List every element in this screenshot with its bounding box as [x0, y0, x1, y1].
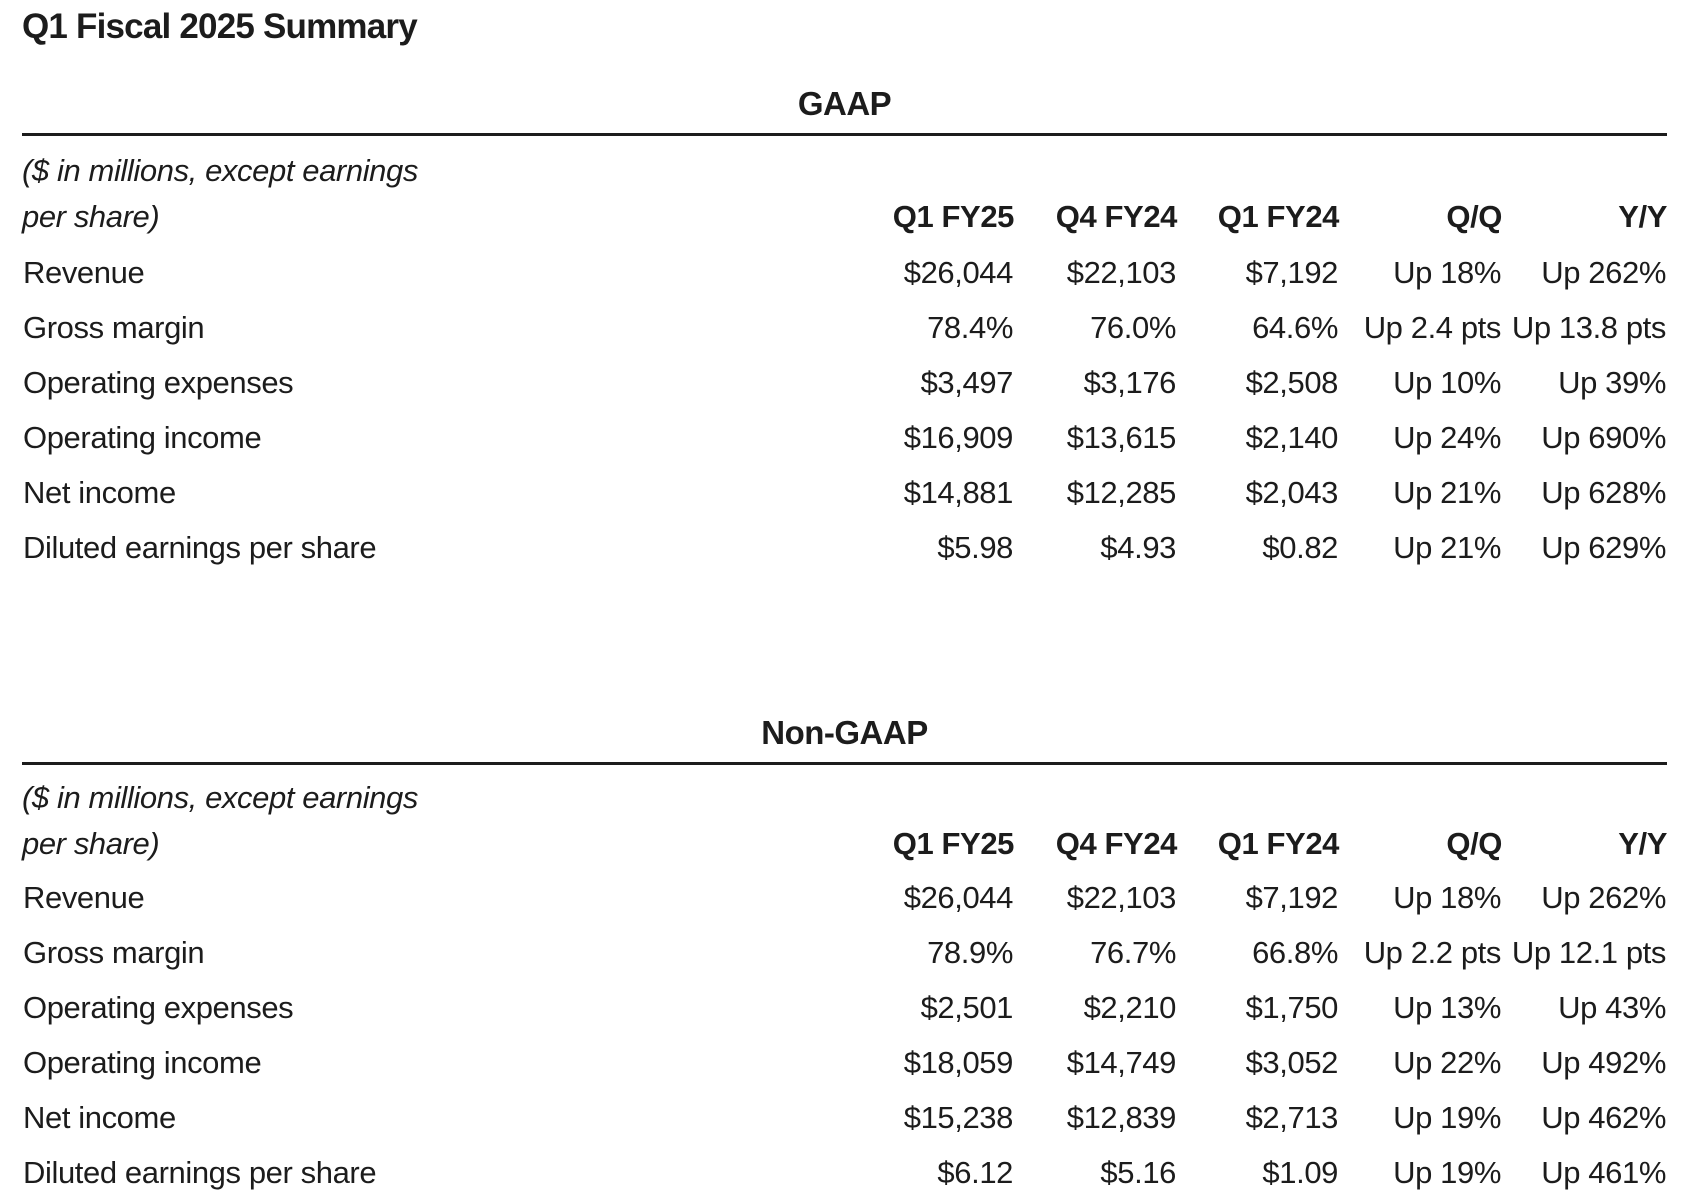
metric-label: Revenue: [23, 879, 145, 915]
metric-value: $5.98: [937, 529, 1013, 565]
metric-value: $4.93: [1100, 529, 1176, 565]
metric-value: $13,615: [1066, 419, 1176, 455]
metric-value: Up 262%: [1541, 879, 1666, 915]
table-row-operating-expenses: [22, 355, 1667, 410]
column-header-q1-fy24: Q1 FY24: [1217, 826, 1339, 861]
metric-value: $7,192: [1245, 254, 1338, 290]
metric-value: $2,713: [1245, 1099, 1338, 1135]
metric-value: Up 12.1 pts: [1511, 934, 1666, 970]
metric-value: $0.82: [1262, 529, 1338, 565]
column-header-q4-fy24: Q4 FY24: [1055, 826, 1177, 861]
non-gaap-table: [22, 765, 1667, 1200]
table-row-operating-expenses: [22, 980, 1667, 1035]
metric-value: 78.4%: [927, 309, 1013, 345]
metric-value: 66.8%: [1252, 934, 1338, 970]
metric-value: Up 21%: [1393, 529, 1501, 565]
metric-value: $2,501: [920, 989, 1013, 1025]
metric-value: Up 461%: [1541, 1154, 1666, 1190]
metric-value: $1,750: [1245, 989, 1338, 1025]
column-header-q1-fy24: Q1 FY24: [1217, 199, 1339, 234]
metric-value: Up 690%: [1541, 419, 1666, 455]
metric-value: Up 492%: [1541, 1044, 1666, 1080]
gaap-section: [22, 86, 1667, 575]
metric-value: $22,103: [1066, 254, 1176, 290]
metric-value: $12,839: [1066, 1099, 1176, 1135]
metric-value: $14,881: [903, 474, 1013, 510]
table-row-diluted-eps: [22, 520, 1667, 575]
metric-value: Up 18%: [1393, 254, 1501, 290]
metric-label: Net income: [23, 1099, 176, 1135]
metric-label: Operating expenses: [23, 364, 294, 400]
metric-label: Operating income: [23, 1044, 262, 1080]
metric-value: Up 629%: [1541, 529, 1666, 565]
metric-value: 64.6%: [1252, 309, 1338, 345]
gaap-header-row: [22, 136, 1667, 240]
metric-value: $26,044: [903, 879, 1013, 915]
non-gaap-section: [22, 715, 1667, 1200]
metric-label: Diluted earnings per share: [23, 529, 377, 565]
metric-value: $1.09: [1262, 1154, 1338, 1190]
metric-value: Up 22%: [1393, 1044, 1501, 1080]
metric-value: Up 462%: [1541, 1099, 1666, 1135]
metric-value: $22,103: [1066, 879, 1176, 915]
metric-value: $26,044: [903, 254, 1013, 290]
non-gaap-units-note: [22, 765, 851, 867]
metric-label: Operating income: [23, 419, 262, 455]
gaap-table: [22, 136, 1667, 575]
metric-label: Revenue: [23, 254, 145, 290]
metric-value: Up 19%: [1393, 1099, 1501, 1135]
metric-value: Up 19%: [1393, 1154, 1501, 1190]
metric-value: Up 10%: [1393, 364, 1501, 400]
metric-value: $3,176: [1083, 364, 1176, 400]
metric-value: $15,238: [903, 1099, 1013, 1135]
metric-value: $18,059: [903, 1044, 1013, 1080]
table-row-operating-income: [22, 410, 1667, 465]
metric-value: Up 13%: [1393, 989, 1501, 1025]
metric-value: $2,043: [1245, 474, 1338, 510]
table-row-net-income: [22, 465, 1667, 520]
column-header-q1-fy25: Q1 FY25: [892, 826, 1014, 861]
non-gaap-header-row: [22, 765, 1667, 867]
metric-value: Up 21%: [1393, 474, 1501, 510]
units-note-line2: per share): [22, 199, 160, 234]
non-gaap-section-title: Non-GAAP: [22, 715, 1667, 765]
table-row-diluted-eps: [22, 1145, 1667, 1200]
metric-value: Up 43%: [1558, 989, 1666, 1025]
metric-value: $2,508: [1245, 364, 1338, 400]
metric-value: $3,052: [1245, 1044, 1338, 1080]
metric-value: Up 2.4 pts: [1363, 309, 1501, 345]
metric-value: $12,285: [1066, 474, 1176, 510]
metric-label: Operating expenses: [23, 989, 294, 1025]
table-row-gross-margin: [22, 300, 1667, 355]
metric-value: 76.7%: [1090, 934, 1176, 970]
metric-value: $16,909: [903, 419, 1013, 455]
table-row-net-income: [22, 1090, 1667, 1145]
metric-value: $5.16: [1100, 1154, 1176, 1190]
metric-value: Up 18%: [1393, 879, 1501, 915]
metric-value: Up 2.2 pts: [1363, 934, 1501, 970]
table-row-revenue: [22, 240, 1667, 300]
metric-value: 76.0%: [1090, 309, 1176, 345]
metric-value: Up 39%: [1558, 364, 1666, 400]
column-header-q1-fy25: Q1 FY25: [892, 199, 1014, 234]
units-note-line1: ($ in millions, except earnings: [22, 153, 418, 188]
metric-value: Up 262%: [1541, 254, 1666, 290]
table-row-operating-income: [22, 1035, 1667, 1090]
column-header-yy: Y/Y: [1618, 826, 1667, 861]
table-row-revenue: [22, 867, 1667, 925]
column-header-qq: Q/Q: [1446, 199, 1502, 234]
metric-value: Up 628%: [1541, 474, 1666, 510]
metric-value: $2,140: [1245, 419, 1338, 455]
table-row-gross-margin: [22, 925, 1667, 980]
metric-value: 78.9%: [927, 934, 1013, 970]
metric-value: $6.12: [937, 1154, 1013, 1190]
metric-label: Diluted earnings per share: [23, 1154, 377, 1190]
column-header-q4-fy24: Q4 FY24: [1055, 199, 1177, 234]
metric-value: $14,749: [1066, 1044, 1176, 1080]
gaap-units-note: [22, 136, 851, 240]
metric-value: $7,192: [1245, 879, 1338, 915]
metric-value: $2,210: [1083, 989, 1176, 1025]
units-note-line2: per share): [22, 826, 160, 861]
units-note-line1: ($ in millions, except earnings: [22, 780, 418, 815]
metric-value: $3,497: [920, 364, 1013, 400]
column-header-qq: Q/Q: [1446, 826, 1502, 861]
metric-label: Gross margin: [23, 309, 205, 345]
metric-label: Gross margin: [23, 934, 205, 970]
gaap-section-title: GAAP: [22, 86, 1667, 136]
metric-label: Net income: [23, 474, 176, 510]
metric-value: Up 24%: [1393, 419, 1501, 455]
page-title: Q1 Fiscal 2025 Summary: [22, 7, 417, 46]
metric-value: Up 13.8 pts: [1511, 309, 1666, 345]
column-header-yy: Y/Y: [1618, 199, 1667, 234]
